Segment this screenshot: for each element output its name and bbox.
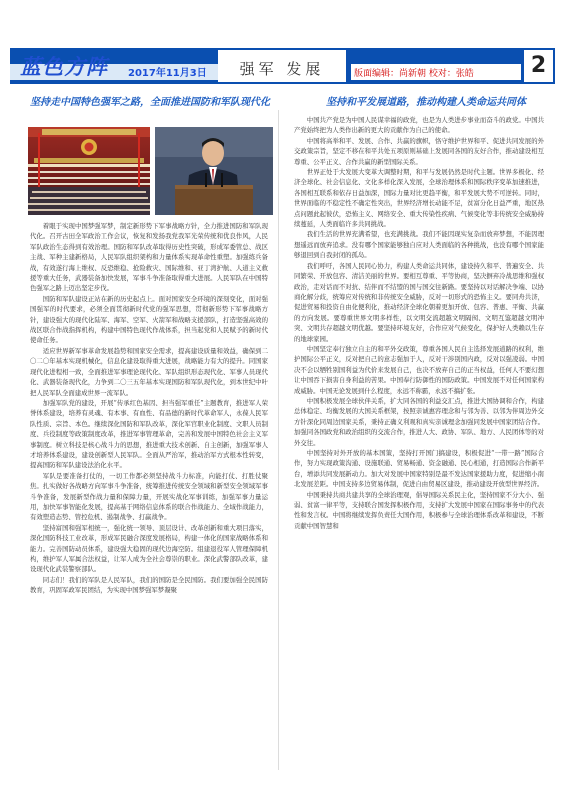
page-number: 2 [524,50,553,82]
right-paragraph: 中国坚持对外开放的基本国策，坚持打开国门搞建设，积极促进“一带一路”国际合作，努力实现政策沟通、设施联通、贸易畅通、资金融通、民心相通，打造国际合作新平台，增添共同发展新动力。加大对发展中国家特别是最不发达国家援助力度，促进缩小南北发展差距。中国支持多边贸易体制，促进自由贸易区建设，推动建设开放型世界经济。 [294,449,544,489]
congress-hall-photo [28,127,150,215]
speaker-photo [155,127,273,215]
left-paragraph: 国防和军队建设正站在新的历史起点上。面对国家安全环境的深刻变化，面对强国强军的时代要求，必须全面贯彻新时代党的强军思想，贯彻新形势下军事战略方针，建设强大的现代化陆军、海军、空军、火箭军和战略支援部队，打造坚强高效的战区联合作战指挥机构，构建中国特色现代作战体系，担当起党和人民赋予的新时代使命任务。 [30,294,268,345]
column-divider [278,110,279,770]
right-article-body [294,115,544,531]
left-article-body [30,221,268,596]
issue-date: 2017年11月3日 [128,68,207,79]
left-paragraph: 适应世界新军事革命发展趋势和国家安全需求，提高建设质量和效益，确保到二〇二〇年基本实现机械化，信息化建设取得重大进展，战略能力有大的提升。同国家现代化进程相一致，全面推进军事理论现代化、军队组织形态现代化、军事人员现代化、武器装备现代化，力争到二〇三五年基本实现国防和军队现代化，到本世纪中叶把人民军队全面建成世界一流军队。 [30,346,268,397]
right-paragraph: 我们生活的世界充满希望，也充满挑战。我们不能因现实复杂而放弃梦想，不能因理想遥远而放弃追求。没有哪个国家能够独自应对人类面临的各种挑战，也没有哪个国家能够退回到自我封闭的孤岛。 [294,230,544,260]
masthead-title: 蓝色方阵 [20,54,108,79]
right-paragraph: 中国共产党是为中国人民谋幸福的政党，也是为人类进步事业而奋斗的政党。中国共产党始终把为人类作出新的更大的贡献作为自己的使命。 [294,116,544,135]
section-title: 强军 发展 [239,60,325,78]
right-paragraph: 中国积极发展全球伙伴关系，扩大同各国的利益交汇点，推进大国协调和合作，构建总体稳定、均衡发展的大国关系框架，按照亲诚惠容理念和与邻为善、以邻为伴周边外交方针深化同周边国家关系，秉持正确义利观和真实亲诚理念加强同发展中国家团结合作。加强同各国政党和政治组织的交流合作，推进人大、政协、军队、地方、人民团体等的对外交往。 [294,396,544,447]
right-paragraph: 中国将高举和平、发展、合作、共赢的旗帜，恪守维护世界和平、促进共同发展的外交政策宗旨，坚定不移在和平共处五项原则基础上发展同各国的友好合作，推动建设相互尊重、公平正义、合作共赢的新型国际关系。 [294,136,544,166]
left-paragraph: 坚持富国和强军相统一，强化统一领导、顶层设计、改革创新和重大项目落实，深化国防科技工业改革，形成军民融合深度发展格局，构建一体化的国家战略体系和能力。完善国防动员体系，建设强大稳固的现代边海空防。组建退役军人管理保障机构，维护军人军属合法权益，让军人成为全社会尊崇的职业。深化武警部队改革，建设现代化武装警察部队。 [30,523,268,574]
left-paragraph: 着眼于实现中国梦强军梦，制定新形势下军事战略方针，全力推进国防和军队现代化。召开古田全军政治工作会议，恢复和发扬我党我军光荣传统和优良作风，人民军队政治生态得到有效治理。国防和军队改革取得历史性突破，形成军委管总、战区主战、军种主建新格局，人民军队组织架构和力量体系实现革命性重塑。加强练兵备战，有效遂行海上维权、反恐维稳、抢险救灾、国际维和、亚丁湾护航、人道主义救援等重大任务，武器装备加快发展，军事斗争准备取得重大进展。人民军队在中国特色强军之路上迈出坚定步伐。 [30,222,268,293]
left-article-title: 坚持走中国特色强军之路，全面推进国防和军队现代化 [30,97,270,108]
right-paragraph: 中国坚定奉行独立自主的和平外交政策，尊重各国人民自主选择发展道路的权利，维护国际公平正义，反对把自己的意志强加于人，反对干涉别国内政，反对以强凌弱。中国决不会以牺牲别国利益为代价来发展自己，也决不放弃自己的正当权益，任何人不要幻想让中国吞下损害自身利益的苦果。中国奉行防御性的国防政策。中国发展不对任何国家构成威胁。中国无论发展到什么程度，永远不称霸，永远不搞扩张。 [294,344,544,395]
left-paragraph: 军队是要准备打仗的，一切工作都必须坚持战斗力标准，向能打仗、打胜仗聚焦。扎实做好各战略方向军事斗争准备，统筹推进传统安全领域和新型安全领域军事斗争准备，发展新型作战力量和保障力量，开展实战化军事训练，加强军事力量运用，加快军事智能化发展，提高基于网络信息体系的联合作战能力、全域作战能力，有效塑造态势、管控危机、遏制战争、打赢战争。 [30,471,268,522]
right-paragraph: 世界正处于大发展大变革大调整时期，和平与发展仍然是时代主题。世界多极化、经济全球化、社会信息化、文化多样化深入发展，全球治理体系和国际秩序变革加速推进，各国相互联系和依存日益加深，国际力量对比更趋平衡，和平发展大势不可逆转。同时，世界面临的不稳定性不确定性突出，世界经济增长动能不足，贫富分化日益严重，地区热点问题此起彼伏，恐怖主义、网络安全、重大传染性疾病、气候变化等非传统安全威胁持续蔓延，人类面临许多共同挑战。 [294,168,544,229]
left-paragraph: 加强军队党的建设，开展“传承红色基因、担当强军重任”主题教育，推进军人荣誉体系建设，培养有灵魂、有本事、有血性、有品德的新时代革命军人，永葆人民军队性质、宗旨、本色。继续深化国防和军队改革，深化军官职业化制度、文职人员制度、兵役制度等政策制度改革，推进军事管理革命，完善和发展中国特色社会主义军事制度。树立科技是核心战斗力的思想，推进重大技术创新、自主创新，加强军事人才培养体系建设，建设创新型人民军队。全面从严治军，推动治军方式根本性转变，提高国防和军队建设法治化水平。 [30,398,268,470]
right-paragraph: 我们呼吁，各国人民同心协力，构建人类命运共同体，建设持久和平、普遍安全、共同繁荣、开放包容、清洁美丽的世界。要相互尊重、平等协商，坚决摒弃冷战思维和强权政治，走对话而不对抗、结伴而不结盟的国与国交往新路。要坚持以对话解决争端、以协商化解分歧，统筹应对传统和非传统安全威胁，反对一切形式的恐怖主义。要同舟共济，促进贸易和投资自由化便利化，推动经济全球化朝着更加开放、包容、普惠、平衡、共赢的方向发展。要尊重世界文明多样性，以文明交流超越文明隔阂、文明互鉴超越文明冲突、文明共存超越文明优越。要坚持环境友好，合作应对气候变化，保护好人类赖以生存的地球家园。 [294,261,544,343]
right-paragraph: 中国秉持共商共建共享的全球治理观，倡导国际关系民主化，坚持国家不分大小、强弱、贫富一律平等，支持联合国发挥积极作用，支持扩大发展中国家在国际事务中的代表性和发言权。中国将继续发挥负责任大国作用，积极参与全球治理体系改革和建设，不断贡献中国智慧和 [294,490,544,530]
editor-credit: 版面编辑：尚新朝 校对：张皓 [354,69,474,79]
left-paragraph: 同志们！我们的军队是人民军队，我们的国防是全民国防。我们要加强全民国防教育，巩固军政军民团结，为实现中国梦强军梦凝聚 [30,575,268,595]
right-article-title: 坚持和平发展道路，推动构建人类命运共同体 [326,97,526,108]
